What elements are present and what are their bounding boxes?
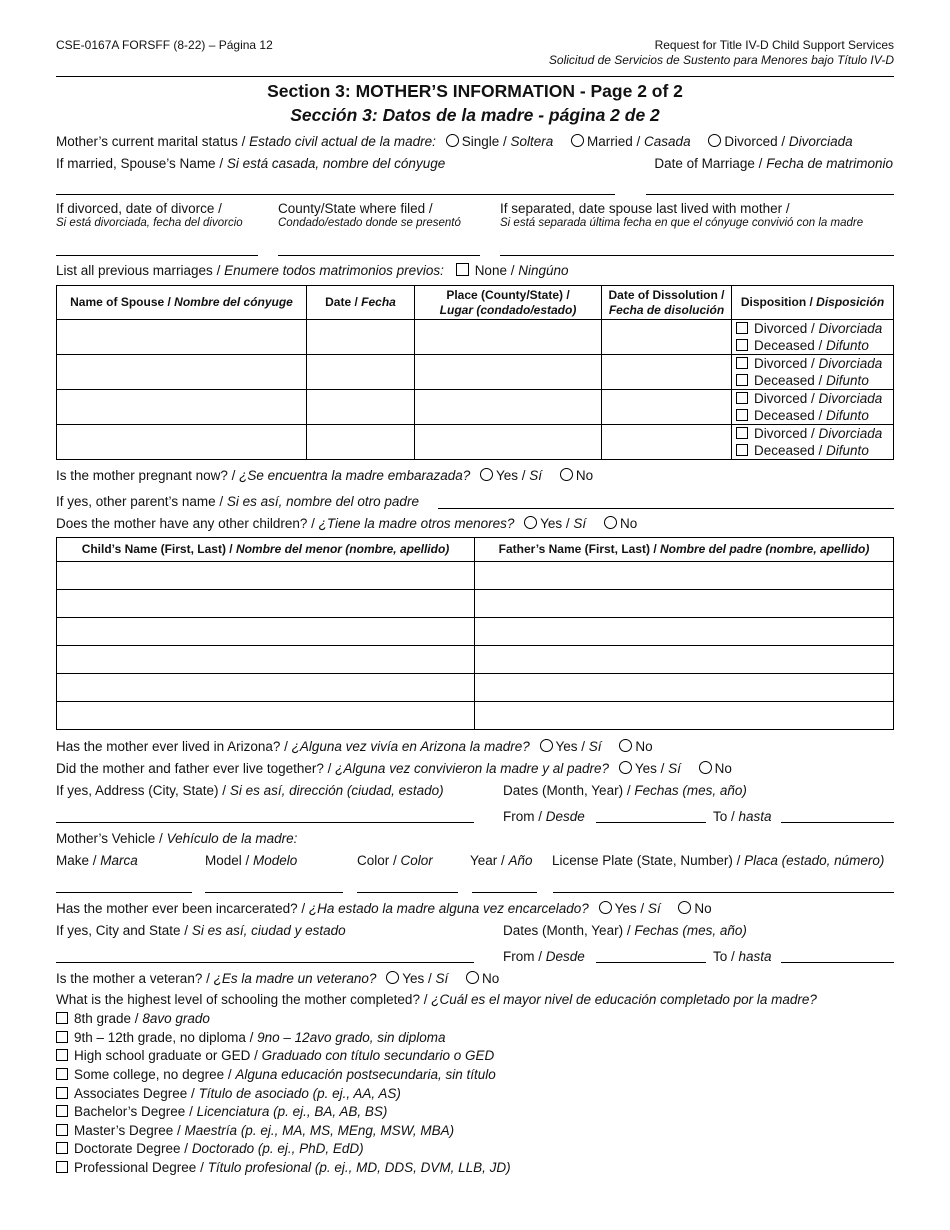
schooling-option: 8th grade / 8avo grado — [56, 1011, 210, 1026]
child-row — [57, 674, 894, 702]
county-filed-label: County/State where filed / Condado/estado donde se presentó — [278, 201, 461, 229]
schooling-option: Some college, no degree / Alguna educación postsecundaria, sin título — [56, 1067, 496, 1082]
disposition-cell: Divorced / Divorciada Deceased / Difunto — [732, 320, 894, 355]
child-row — [57, 618, 894, 646]
vehicle-make-field[interactable] — [56, 892, 192, 893]
other-parent-label: If yes, other parent’s name / Si es así, nombre del otro padre — [56, 494, 419, 509]
father-name-cell[interactable] — [475, 674, 894, 702]
col-disposition: Disposition / Disposición — [732, 286, 894, 320]
incarcerated-question: Has the mother ever been incarcerated? / ¿Ha estado la madre alguna vez encarcelado? Yes / Sí No — [56, 901, 712, 916]
child-name-cell[interactable] — [57, 674, 475, 702]
marriage-row — [57, 425, 894, 460]
other-children-question: Does the mother have any other children? / ¿Tiene la madre otros menores? Yes / Sí No — [56, 516, 638, 531]
divorced-checkbox[interactable] — [736, 427, 748, 439]
schooling-checkbox[interactable] — [56, 1124, 68, 1136]
date-cell[interactable] — [307, 320, 415, 355]
incarcerated-city-field[interactable] — [56, 962, 474, 963]
vehicle-make-label: Make / Marca — [56, 853, 138, 868]
child-name-cell[interactable] — [57, 618, 475, 646]
form-title-es: Solicitud de Servicios de Sustento para Menores bajo Título IV-D — [548, 53, 894, 67]
disposition-cell: Divorced / Divorciada Deceased / Difunto — [732, 425, 894, 460]
form-title — [549, 38, 894, 68]
child-row — [57, 562, 894, 590]
previous-marriages-label: List all previous marriages / Enumere todos matrimonios previos: None / Ningúno — [56, 263, 569, 278]
schooling-option: 9th – 12th grade, no diploma / 9no – 12avo grado, sin diploma — [56, 1030, 446, 1045]
spouse-name-label: If married, Spouse’s Name / Si está casada, nombre del cónyuge — [56, 156, 446, 171]
spouse-name-cell[interactable] — [57, 355, 307, 390]
divorced-radio[interactable] — [708, 134, 721, 147]
incarcerated-from-label: From / Desde — [503, 949, 585, 964]
county-filed-field[interactable] — [278, 255, 480, 256]
dissolution-cell[interactable] — [602, 320, 732, 355]
marriage-row — [57, 355, 894, 390]
child-name-cell[interactable] — [57, 590, 475, 618]
col-place: Place (County/State) / Lugar (condado/estado) — [415, 286, 602, 320]
place-cell[interactable] — [415, 320, 602, 355]
schooling-checkbox[interactable] — [56, 1161, 68, 1173]
header-divider — [56, 76, 894, 77]
date-of-marriage-label: Date of Marriage / Fecha de matrimonio — [654, 156, 893, 171]
vehicle-color-field[interactable] — [357, 892, 458, 893]
arizona-question: Has the mother ever lived in Arizona? / ¿Alguna vez vivía en Arizona la madre? Yes / Sí No — [56, 739, 653, 754]
date-cell[interactable] — [307, 355, 415, 390]
schooling-checkbox[interactable] — [56, 1087, 68, 1099]
veteran-question: Is the mother a veteran? / ¿Es la madre un veterano? Yes / Sí No — [56, 971, 500, 986]
father-name-cell[interactable] — [475, 618, 894, 646]
spouse-name-field[interactable] — [56, 194, 615, 195]
schooling-option: High school graduate or GED / Graduado con título secundario o GED — [56, 1048, 494, 1063]
child-name-cell[interactable] — [57, 646, 475, 674]
dissolution-cell[interactable] — [602, 425, 732, 460]
pregnant-no-radio[interactable] — [560, 468, 573, 481]
none-checkbox[interactable] — [456, 263, 469, 276]
marriages-header-row — [57, 286, 894, 320]
marriage-row — [57, 390, 894, 425]
father-name-cell[interactable] — [475, 590, 894, 618]
date-cell[interactable] — [307, 425, 415, 460]
place-cell[interactable] — [415, 425, 602, 460]
vehicle-plate-field[interactable] — [553, 892, 894, 893]
incarcerated-yes-radio[interactable] — [599, 901, 612, 914]
divorce-date-field[interactable] — [56, 255, 258, 256]
disposition-cell: Divorced / Divorciada Deceased / Difunto — [732, 390, 894, 425]
incarcerated-from-field[interactable] — [596, 962, 706, 963]
vehicle-model-field[interactable] — [205, 892, 343, 893]
form-title-en: Request for Title IV-D Child Support Services — [654, 38, 894, 52]
incarcerated-dates-label: Dates (Month, Year) / Fechas (mes, año) — [503, 923, 747, 938]
father-name-cell[interactable] — [475, 562, 894, 590]
together-no-radio[interactable] — [699, 761, 712, 774]
previous-marriages-table — [56, 285, 894, 460]
schooling-checkbox[interactable] — [56, 1142, 68, 1154]
single-radio[interactable] — [446, 134, 459, 147]
children-table — [56, 537, 894, 730]
vehicle-label: Mother’s Vehicle / Vehículo de la madre: — [56, 831, 298, 846]
col-spouse-name: Name of Spouse / Nombre del cónyuge — [57, 286, 307, 320]
together-address-field[interactable] — [56, 822, 474, 823]
father-name-cell[interactable] — [475, 646, 894, 674]
incarcerated-to-field[interactable] — [781, 962, 894, 963]
married-radio[interactable] — [571, 134, 584, 147]
form-id: CSE-0167A FORSFF (8-22) – Página 12 — [56, 38, 273, 52]
vehicle-year-field[interactable] — [472, 892, 537, 893]
deceased-checkbox[interactable] — [736, 444, 748, 456]
veteran-no-radio[interactable] — [466, 971, 479, 984]
schooling-option: Bachelor’s Degree / Licenciatura (p. ej., BA, AB, BS) — [56, 1104, 387, 1119]
place-cell[interactable] — [415, 355, 602, 390]
schooling-option: Professional Degree / Título profesional (p. ej., MD, DDS, DVM, LLB, JD) — [56, 1160, 511, 1175]
arizona-yes-radio[interactable] — [540, 739, 553, 752]
together-to-field[interactable] — [781, 822, 894, 823]
vehicle-color-label: Color / Color — [357, 853, 433, 868]
schooling-question: What is the highest level of schooling the mother completed? / ¿Cuál es el mayor nivel de educación completado por la madre? — [56, 992, 817, 1007]
date-cell[interactable] — [307, 390, 415, 425]
spouse-name-cell[interactable] — [57, 425, 307, 460]
vehicle-model-label: Model / Modelo — [205, 853, 298, 868]
separated-date-field[interactable] — [500, 255, 894, 256]
divorced-checkbox[interactable] — [736, 392, 748, 404]
schooling-checkbox[interactable] — [56, 1031, 68, 1043]
spouse-name-cell[interactable] — [57, 390, 307, 425]
schooling-checkbox[interactable] — [56, 1105, 68, 1117]
veteran-yes-radio[interactable] — [386, 971, 399, 984]
schooling-checkbox[interactable] — [56, 1049, 68, 1061]
together-address-label: If yes, Address (City, State) / Si es así, dirección (ciudad, estado) — [56, 783, 444, 798]
father-name-cell[interactable] — [475, 702, 894, 730]
marital-status-row: Mother’s current marital status / Estado civil actual de la madre: Single / Soltera Married / Casada Divorced / Divorciada — [56, 134, 853, 149]
schooling-option: Doctorate Degree / Doctorado (p. ej., PhD, EdD) — [56, 1141, 364, 1156]
child-name-cell[interactable] — [57, 562, 475, 590]
deceased-checkbox[interactable] — [736, 339, 748, 351]
col-father-name: Father’s Name (First, Last) / Nombre del padre (nombre, apellido) — [475, 538, 894, 562]
schooling-checkbox[interactable] — [56, 1012, 68, 1024]
pregnant-question: Is the mother pregnant now? / ¿Se encuentra la madre embarazada? Yes / Sí No — [56, 468, 594, 483]
child-name-cell[interactable] — [57, 702, 475, 730]
place-cell[interactable] — [415, 390, 602, 425]
divorced-checkbox[interactable] — [736, 322, 748, 334]
dissolution-cell[interactable] — [602, 355, 732, 390]
col-child-name: Child’s Name (First, Last) / Nombre del menor (nombre, apellido) — [57, 538, 475, 562]
child-row — [57, 646, 894, 674]
children-yes-radio[interactable] — [524, 516, 537, 529]
together-from-field[interactable] — [596, 822, 706, 823]
col-date: Date / Fecha — [307, 286, 415, 320]
schooling-option: Associates Degree / Título de asociado (p. ej., AA, AS) — [56, 1086, 401, 1101]
vehicle-year-label: Year / Año — [470, 853, 533, 868]
schooling-option: Master’s Degree / Maestría (p. ej., MA, MS, MEng, MSW, MBA) — [56, 1123, 454, 1138]
marriage-row — [57, 320, 894, 355]
dissolution-cell[interactable] — [602, 390, 732, 425]
together-to-label: To / hasta — [713, 809, 772, 824]
lived-together-question: Did the mother and father ever live together? / ¿Alguna vez convivieron la madre y al padre? Yes / Sí No — [56, 761, 732, 776]
other-parent-field[interactable] — [438, 508, 894, 509]
child-row — [57, 702, 894, 730]
deceased-checkbox[interactable] — [736, 409, 748, 421]
child-row — [57, 590, 894, 618]
incarcerated-to-label: To / hasta — [713, 949, 772, 964]
together-from-label: From / Desde — [503, 809, 585, 824]
arizona-no-radio[interactable] — [619, 739, 632, 752]
together-dates-label: Dates (Month, Year) / Fechas (mes, año) — [503, 783, 747, 798]
col-dissolution: Date of Dissolution / Fecha de disolución — [602, 286, 732, 320]
section-title-en: Section 3: MOTHER’S INFORMATION - Page 2 of 2 — [267, 81, 683, 101]
incarcerated-city-label: If yes, City and State / Si es así, ciudad y estado — [56, 923, 346, 938]
section-title-es: Sección 3: Datos de la madre - página 2 de 2 — [290, 105, 660, 125]
divorced-checkbox[interactable] — [736, 357, 748, 369]
pregnant-yes-radio[interactable] — [480, 468, 493, 481]
incarcerated-no-radio[interactable] — [678, 901, 691, 914]
divorce-date-label: If divorced, date of divorce / Si está divorciada, fecha del divorcio — [56, 201, 243, 229]
children-header-row — [57, 538, 894, 562]
separated-date-label: If separated, date spouse last lived with mother / Si está separada última fecha en que el cónyuge convivió con la madre — [500, 201, 864, 229]
date-of-marriage-field[interactable] — [646, 194, 894, 195]
deceased-checkbox[interactable] — [736, 374, 748, 386]
children-no-radio[interactable] — [604, 516, 617, 529]
together-yes-radio[interactable] — [619, 761, 632, 774]
spouse-name-cell[interactable] — [57, 320, 307, 355]
disposition-cell: Divorced / Divorciada Deceased / Difunto — [732, 355, 894, 390]
vehicle-plate-label: License Plate (State, Number) / Placa (estado, número) — [552, 853, 885, 868]
schooling-checkbox[interactable] — [56, 1068, 68, 1080]
